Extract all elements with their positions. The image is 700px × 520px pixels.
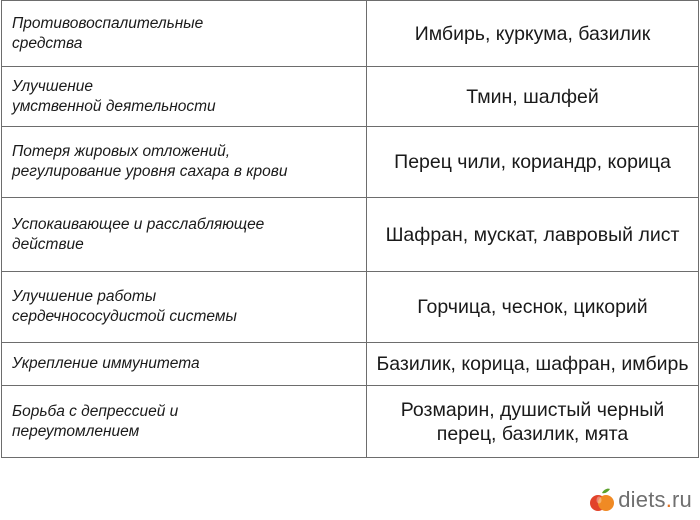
spices-cell: Тмин, шалфей (367, 67, 699, 127)
apple-logo-icon (588, 486, 616, 514)
effect-cell: Потеря жировых отложений, регулирование уровня сахара в крови (2, 127, 367, 198)
effect-cell: Улучшение работы сердечнососудистой системы (2, 272, 367, 343)
watermark-name: diets (618, 487, 666, 512)
effect-cell: Укрепление иммунитета (2, 343, 367, 386)
table-row (2, 272, 699, 343)
watermark-dot: . (665, 487, 673, 512)
table-row (2, 386, 699, 458)
site-watermark (588, 484, 692, 516)
spices-cell: Розмарин, душистый черный перец, базилик, мята (367, 386, 699, 458)
table-row (2, 343, 699, 386)
spices-cell: Горчица, чеснок, цикорий (367, 272, 699, 343)
watermark-tld: ru (672, 487, 692, 512)
table-row (2, 1, 699, 67)
spices-cell: Базилик, корица, шафран, имбирь (367, 343, 699, 386)
effect-cell: Противовоспалительные средства (2, 1, 367, 67)
effect-cell: Борьба с депрессией и переутомлением (2, 386, 367, 458)
spice-benefits-table (1, 0, 699, 458)
table-row (2, 67, 699, 127)
effect-cell: Улучшение умственной деятельности (2, 67, 367, 127)
effect-cell: Успокаивающее и расслабляющее действие (2, 198, 367, 272)
spices-cell: Шафран, мускат, лавровый лист (367, 198, 699, 272)
table-row (2, 198, 699, 272)
table-row (2, 127, 699, 198)
spices-cell: Имбирь, куркума, базилик (367, 1, 699, 67)
spices-cell: Перец чили, кориандр, корица (367, 127, 699, 198)
